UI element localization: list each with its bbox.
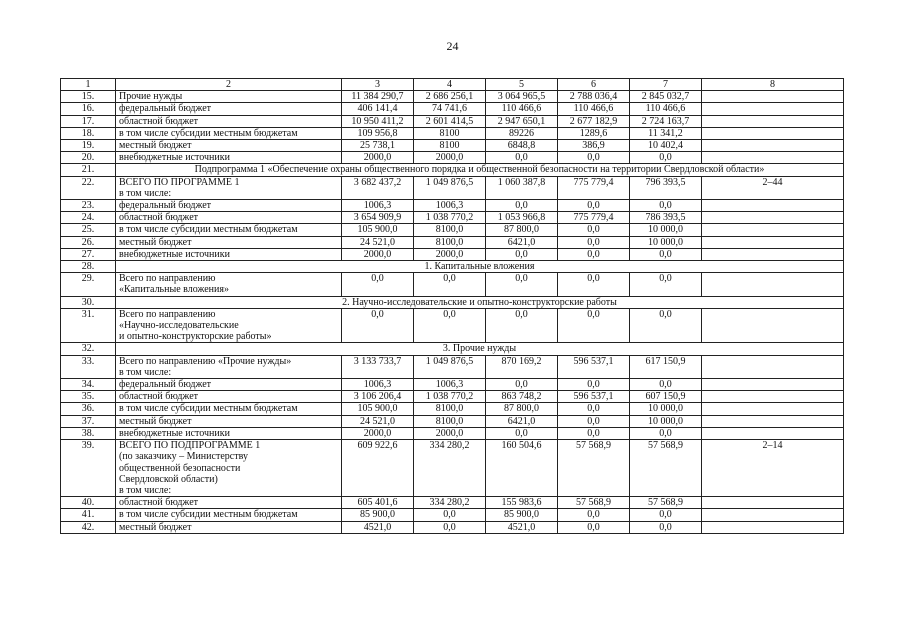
row-number: 38. <box>61 427 116 439</box>
value-cell: 1 049 876,5 <box>414 355 486 378</box>
row-label-line: в том числе: <box>119 366 172 378</box>
value-cell: 57 568,9 <box>630 497 702 509</box>
value-cell: 609 922,6 <box>342 440 414 497</box>
row-number: 42. <box>61 521 116 533</box>
row-label <box>116 308 342 343</box>
value-cell: 8100,0 <box>414 415 486 427</box>
table-row <box>61 273 844 296</box>
value-cell: 57 568,9 <box>558 497 630 509</box>
row-number: 27. <box>61 248 116 260</box>
header-row <box>61 79 844 91</box>
value-cell: 2 947 650,1 <box>486 115 558 127</box>
value-cell: 596 537,1 <box>558 391 630 403</box>
value-cell: 6421,0 <box>486 415 558 427</box>
value-cell: 8100 <box>414 127 486 139</box>
table-row <box>61 224 844 236</box>
value-cell: 2 601 414,5 <box>414 115 486 127</box>
row-label-line: ВСЕГО ПО ПОДПРОГРАММЕ 1 <box>119 440 261 452</box>
value-cell: 1006,3 <box>414 200 486 212</box>
value-cell: 334 280,2 <box>414 497 486 509</box>
column-header-4: 4 <box>414 79 486 91</box>
value-cell: 155 983,6 <box>486 497 558 509</box>
value-cell: 110 466,6 <box>630 103 702 115</box>
value-cell: 0,0 <box>558 152 630 164</box>
note-cell <box>702 152 844 164</box>
table-row <box>61 152 844 164</box>
value-cell: 0,0 <box>558 273 630 296</box>
row-label <box>116 140 342 152</box>
row-label-line: областной бюджет <box>119 212 199 224</box>
value-cell: 2000,0 <box>342 152 414 164</box>
value-cell: 870 169,2 <box>486 355 558 378</box>
value-cell: 2000,0 <box>414 427 486 439</box>
row-label-line: местный бюджет <box>119 236 192 248</box>
row-label <box>116 127 342 139</box>
value-cell: 1 049 876,5 <box>414 176 486 199</box>
row-label-line: «Научно-исследовательские <box>119 320 239 332</box>
row-number: 35. <box>61 391 116 403</box>
note-cell <box>702 103 844 115</box>
section-title: Подпрограмма 1 «Обеспечение охраны общественного порядка и общественной безопасности на территории Свердловской области» <box>116 164 844 176</box>
value-cell: 0,0 <box>558 200 630 212</box>
row-number: 23. <box>61 200 116 212</box>
note-cell <box>702 415 844 427</box>
table-row <box>61 497 844 509</box>
row-label-line: Всего по направлению <box>119 273 216 285</box>
row-label <box>116 440 342 497</box>
note-cell <box>702 200 844 212</box>
value-cell: 8100,0 <box>414 224 486 236</box>
row-label-line: в том числе: <box>119 484 172 496</box>
row-label <box>116 176 342 199</box>
row-number: 41. <box>61 509 116 521</box>
value-cell: 8100 <box>414 140 486 152</box>
value-cell: 334 280,2 <box>414 440 486 497</box>
note-cell <box>702 391 844 403</box>
value-cell: 0,0 <box>414 308 486 343</box>
row-label-line: федеральный бюджет <box>119 200 212 212</box>
value-cell: 2 788 036,4 <box>558 91 630 103</box>
value-cell: 87 800,0 <box>486 403 558 415</box>
table-row <box>61 379 844 391</box>
row-label-line: местный бюджет <box>119 140 192 152</box>
value-cell: 0,0 <box>486 427 558 439</box>
value-cell: 3 064 965,5 <box>486 91 558 103</box>
section-title: 1. Капитальные вложения <box>116 261 844 273</box>
note-cell: 2–14 <box>702 440 844 497</box>
note-cell <box>702 127 844 139</box>
row-number: 30. <box>61 296 116 308</box>
row-number: 22. <box>61 176 116 199</box>
value-cell: 406 141,4 <box>342 103 414 115</box>
value-cell: 10 000,0 <box>630 224 702 236</box>
value-cell: 6421,0 <box>486 236 558 248</box>
row-label <box>116 115 342 127</box>
note-cell <box>702 91 844 103</box>
value-cell: 0,0 <box>630 427 702 439</box>
value-cell: 0,0 <box>558 236 630 248</box>
row-number: 19. <box>61 140 116 152</box>
row-number: 16. <box>61 103 116 115</box>
row-number: 17. <box>61 115 116 127</box>
table-row <box>61 200 844 212</box>
row-label <box>116 273 342 296</box>
value-cell: 596 537,1 <box>558 355 630 378</box>
row-label <box>116 152 342 164</box>
value-cell: 8100,0 <box>414 236 486 248</box>
row-label-line: федеральный бюджет <box>119 103 212 115</box>
row-number: 37. <box>61 415 116 427</box>
column-header-7: 7 <box>630 79 702 91</box>
value-cell: 1006,3 <box>342 379 414 391</box>
value-cell: 8100,0 <box>414 403 486 415</box>
value-cell: 109 956,8 <box>342 127 414 139</box>
table-body <box>61 79 844 534</box>
value-cell: 0,0 <box>558 379 630 391</box>
row-label <box>116 224 342 236</box>
value-cell: 0,0 <box>630 200 702 212</box>
column-header-1: 1 <box>61 79 116 91</box>
value-cell: 605 401,6 <box>342 497 414 509</box>
value-cell: 85 900,0 <box>486 509 558 521</box>
row-label <box>116 91 342 103</box>
table-row <box>61 236 844 248</box>
table-row <box>61 427 844 439</box>
section-title: 2. Научно-исследовательские и опытно-конструкторские работы <box>116 296 844 308</box>
note-cell <box>702 308 844 343</box>
note-cell <box>702 273 844 296</box>
table-row <box>61 212 844 224</box>
value-cell: 2000,0 <box>414 248 486 260</box>
value-cell: 0,0 <box>630 509 702 521</box>
row-label-line: федеральный бюджет <box>119 379 212 391</box>
column-header-8: 8 <box>702 79 844 91</box>
value-cell: 1 038 770,2 <box>414 391 486 403</box>
value-cell: 6848,8 <box>486 140 558 152</box>
note-cell <box>702 236 844 248</box>
row-number: 15. <box>61 91 116 103</box>
value-cell: 2 677 182,9 <box>558 115 630 127</box>
row-number: 26. <box>61 236 116 248</box>
section-row <box>61 261 844 273</box>
table-row <box>61 103 844 115</box>
value-cell: 160 504,6 <box>486 440 558 497</box>
value-cell: 105 900,0 <box>342 403 414 415</box>
row-label <box>116 200 342 212</box>
table-row <box>61 509 844 521</box>
value-cell: 0,0 <box>486 248 558 260</box>
value-cell: 775 779,4 <box>558 212 630 224</box>
value-cell: 11 384 290,7 <box>342 91 414 103</box>
row-label <box>116 103 342 115</box>
table-row <box>61 440 844 497</box>
table-row <box>61 521 844 533</box>
value-cell: 0,0 <box>486 308 558 343</box>
row-label <box>116 248 342 260</box>
value-cell: 0,0 <box>630 379 702 391</box>
value-cell: 3 133 733,7 <box>342 355 414 378</box>
value-cell: 0,0 <box>630 152 702 164</box>
row-number: 36. <box>61 403 116 415</box>
row-number: 25. <box>61 224 116 236</box>
value-cell: 0,0 <box>414 521 486 533</box>
value-cell: 863 748,2 <box>486 391 558 403</box>
row-label-line: внебюджетные источники <box>119 152 230 164</box>
value-cell: 0,0 <box>558 427 630 439</box>
row-label-line: Всего по направлению <box>119 308 216 320</box>
value-cell: 10 000,0 <box>630 403 702 415</box>
row-label-line: областной бюджет <box>119 497 199 509</box>
value-cell: 0,0 <box>558 509 630 521</box>
row-label-line: внебюджетные источники <box>119 248 230 260</box>
row-label <box>116 509 342 521</box>
row-label <box>116 497 342 509</box>
value-cell: 74 741,6 <box>414 103 486 115</box>
row-label <box>116 391 342 403</box>
row-label <box>116 415 342 427</box>
note-cell <box>702 509 844 521</box>
section-row <box>61 296 844 308</box>
row-label <box>116 236 342 248</box>
row-label <box>116 521 342 533</box>
row-label-line: Свердловской области) <box>119 473 218 485</box>
note-cell <box>702 248 844 260</box>
value-cell: 796 393,5 <box>630 176 702 199</box>
note-cell <box>702 427 844 439</box>
value-cell: 1006,3 <box>342 200 414 212</box>
value-cell: 3 654 909,9 <box>342 212 414 224</box>
value-cell: 110 466,6 <box>486 103 558 115</box>
value-cell: 57 568,9 <box>630 440 702 497</box>
value-cell: 775 779,4 <box>558 176 630 199</box>
value-cell: 10 000,0 <box>630 236 702 248</box>
value-cell: 0,0 <box>630 308 702 343</box>
row-label-line: ВСЕГО ПО ПРОГРАММЕ 1 <box>119 176 240 188</box>
value-cell: 1 053 966,8 <box>486 212 558 224</box>
row-label-line: местный бюджет <box>119 415 192 427</box>
row-number: 21. <box>61 164 116 176</box>
row-number: 28. <box>61 261 116 273</box>
row-label-line: в том числе субсидии местным бюджетам <box>119 224 298 236</box>
table-row <box>61 127 844 139</box>
value-cell: 10 000,0 <box>630 415 702 427</box>
table-row <box>61 91 844 103</box>
row-label-line: (по заказчику – Министерству <box>119 451 248 463</box>
note-cell <box>702 403 844 415</box>
note-cell <box>702 212 844 224</box>
value-cell: 25 738,1 <box>342 140 414 152</box>
row-label-line: в том числе субсидии местным бюджетам <box>119 127 298 139</box>
table-row <box>61 403 844 415</box>
row-label-line: областной бюджет <box>119 115 199 127</box>
column-header-2: 2 <box>116 79 342 91</box>
row-number: 33. <box>61 355 116 378</box>
row-number: 39. <box>61 440 116 497</box>
row-number: 18. <box>61 127 116 139</box>
row-number: 24. <box>61 212 116 224</box>
table-row <box>61 308 844 343</box>
value-cell: 2000,0 <box>342 427 414 439</box>
value-cell: 0,0 <box>486 273 558 296</box>
row-label <box>116 427 342 439</box>
row-label-line: областной бюджет <box>119 391 199 403</box>
value-cell: 1006,3 <box>414 379 486 391</box>
value-cell: 1 060 387,8 <box>486 176 558 199</box>
value-cell: 2 686 256,1 <box>414 91 486 103</box>
column-header-6: 6 <box>558 79 630 91</box>
column-header-3: 3 <box>342 79 414 91</box>
value-cell: 0,0 <box>558 521 630 533</box>
row-label-line: Всего по направлению «Прочие нужды» <box>119 355 292 367</box>
value-cell: 89226 <box>486 127 558 139</box>
table-row <box>61 415 844 427</box>
value-cell: 0,0 <box>630 273 702 296</box>
value-cell: 0,0 <box>414 273 486 296</box>
row-label-line: в том числе субсидии местным бюджетам <box>119 509 298 521</box>
note-cell <box>702 140 844 152</box>
value-cell: 0,0 <box>558 224 630 236</box>
row-number: 40. <box>61 497 116 509</box>
row-number: 31. <box>61 308 116 343</box>
value-cell: 0,0 <box>486 379 558 391</box>
note-cell <box>702 497 844 509</box>
value-cell: 2000,0 <box>414 152 486 164</box>
value-cell: 786 393,5 <box>630 212 702 224</box>
value-cell: 0,0 <box>558 403 630 415</box>
value-cell: 57 568,9 <box>558 440 630 497</box>
value-cell: 110 466,6 <box>558 103 630 115</box>
section-row <box>61 164 844 176</box>
value-cell: 2 845 032,7 <box>630 91 702 103</box>
value-cell: 85 900,0 <box>342 509 414 521</box>
value-cell: 3 106 206,4 <box>342 391 414 403</box>
column-header-5: 5 <box>486 79 558 91</box>
table-row <box>61 176 844 199</box>
row-label-line: в том числе: <box>119 187 172 199</box>
page-number: 24 <box>446 39 459 53</box>
note-cell <box>702 115 844 127</box>
value-cell: 11 341,2 <box>630 127 702 139</box>
table-row <box>61 355 844 378</box>
value-cell: 0,0 <box>486 200 558 212</box>
value-cell: 2000,0 <box>342 248 414 260</box>
row-label <box>116 379 342 391</box>
value-cell: 386,9 <box>558 140 630 152</box>
note-cell <box>702 355 844 378</box>
row-label-line: в том числе субсидии местным бюджетам <box>119 403 298 415</box>
value-cell: 87 800,0 <box>486 224 558 236</box>
value-cell: 10 950 411,2 <box>342 115 414 127</box>
row-label <box>116 355 342 378</box>
row-number: 29. <box>61 273 116 296</box>
note-cell <box>702 224 844 236</box>
value-cell: 0,0 <box>558 308 630 343</box>
row-label-line: местный бюджет <box>119 521 192 533</box>
table-row <box>61 140 844 152</box>
value-cell: 0,0 <box>414 509 486 521</box>
value-cell: 607 150,9 <box>630 391 702 403</box>
row-number: 20. <box>61 152 116 164</box>
value-cell: 24 521,0 <box>342 236 414 248</box>
row-label-line: Прочие нужды <box>119 91 183 103</box>
section-title: 3. Прочие нужды <box>116 343 844 355</box>
note-cell <box>702 521 844 533</box>
row-label <box>116 212 342 224</box>
row-label-line: «Капитальные вложения» <box>119 284 229 296</box>
budget-table <box>60 78 844 534</box>
section-row <box>61 343 844 355</box>
value-cell: 4521,0 <box>342 521 414 533</box>
value-cell: 4521,0 <box>486 521 558 533</box>
value-cell: 0,0 <box>630 248 702 260</box>
value-cell: 2 724 163,7 <box>630 115 702 127</box>
table-row <box>61 391 844 403</box>
value-cell: 0,0 <box>486 152 558 164</box>
value-cell: 0,0 <box>342 308 414 343</box>
value-cell: 10 402,4 <box>630 140 702 152</box>
value-cell: 1 038 770,2 <box>414 212 486 224</box>
value-cell: 0,0 <box>342 273 414 296</box>
value-cell: 3 682 437,2 <box>342 176 414 199</box>
value-cell: 0,0 <box>558 248 630 260</box>
value-cell: 24 521,0 <box>342 415 414 427</box>
value-cell: 0,0 <box>630 521 702 533</box>
value-cell: 617 150,9 <box>630 355 702 378</box>
table-row <box>61 248 844 260</box>
row-label-line: общественной безопасности <box>119 462 241 474</box>
note-cell: 2–44 <box>702 176 844 199</box>
row-number: 32. <box>61 343 116 355</box>
table-row <box>61 115 844 127</box>
value-cell: 105 900,0 <box>342 224 414 236</box>
row-label-line: внебюджетные источники <box>119 427 230 439</box>
value-cell: 1289,6 <box>558 127 630 139</box>
row-number: 34. <box>61 379 116 391</box>
row-label-line: и опытно-конструкторские работы» <box>119 331 272 343</box>
value-cell: 0,0 <box>558 415 630 427</box>
row-label <box>116 403 342 415</box>
note-cell <box>702 379 844 391</box>
